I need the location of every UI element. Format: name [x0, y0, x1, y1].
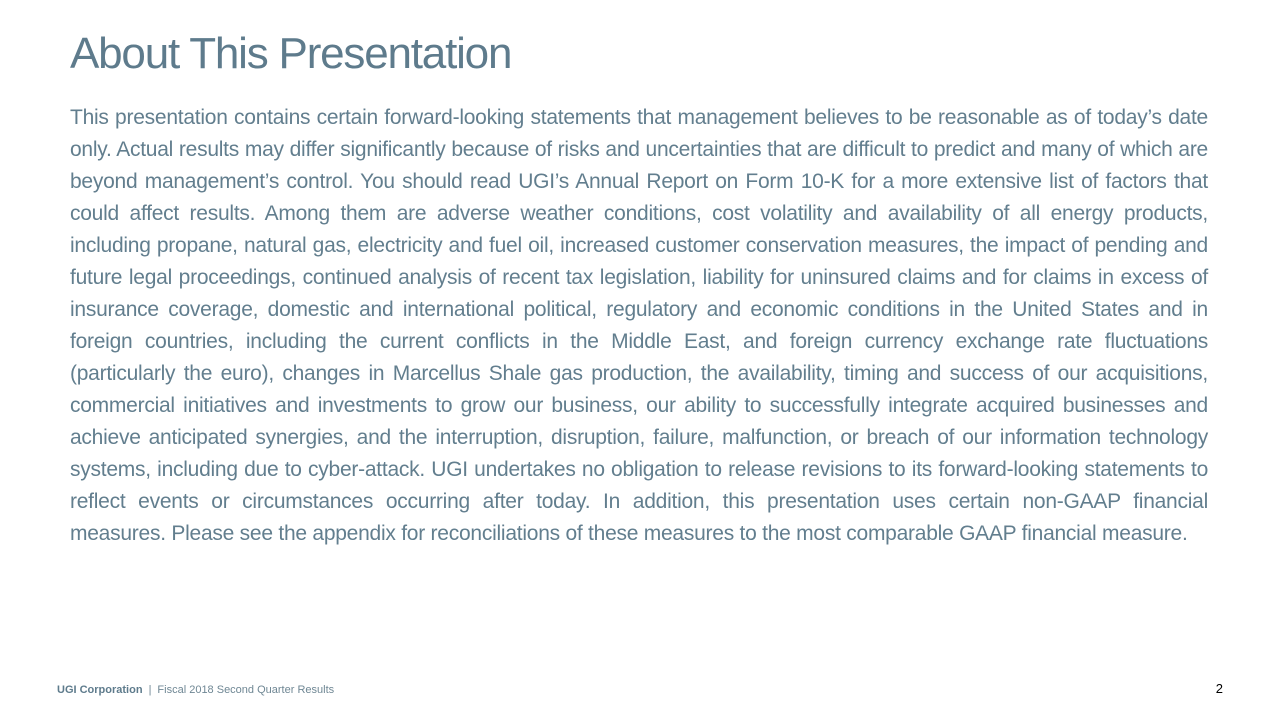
page-number: 2: [1215, 681, 1223, 696]
footer-subtitle: Fiscal 2018 Second Quarter Results: [157, 684, 335, 696]
slide-title: About This Presentation: [70, 29, 512, 78]
footer-company: UGI Corporation: [57, 684, 143, 696]
disclaimer-paragraph: This presentation contains certain forward-looking statements that management believes to be reasonable as of today’s date only. Actual results may differ significantly because of risks and uncertainties that are difficult to predict and many of which are beyond management’s control. You should read UGI’s Annual Report on Form 10-K for a more extensive list of factors that could affect results. Among them are adverse weather conditions, cost volatility and availability of all energy products, including propane, natural gas, electricity and fuel oil, increased customer conservation measures, the impact of pending and future legal proceedings, continued analysis of recent tax legislation, liability for uninsured claims and for claims in excess of insurance coverage, domestic and international political, regulatory and economic conditions in the United States and in foreign countries, including the current conflicts in the Middle East, and foreign currency exchange rate fluctuations (particularly the euro), changes in Marcellus Shale gas production, the availability, timing and success of our acquisitions, commercial initiatives and investments to grow our business, our ability to successfully integrate acquired businesses and achieve anticipated synergies, and the interruption, disruption, failure, malfunction, or breach of our information technology systems, including due to cyber-attack. UGI undertakes no obligation to release revisions to its forward-looking statements to reflect events or circumstances occurring after today. In addition, this presentation uses certain non-GAAP financial measures. Please see the appendix for reconciliations of these measures to the most comparable GAAP financial measure.: [70, 106, 1208, 545]
footer-separator: |: [148, 684, 152, 696]
footer: [57, 684, 334, 696]
